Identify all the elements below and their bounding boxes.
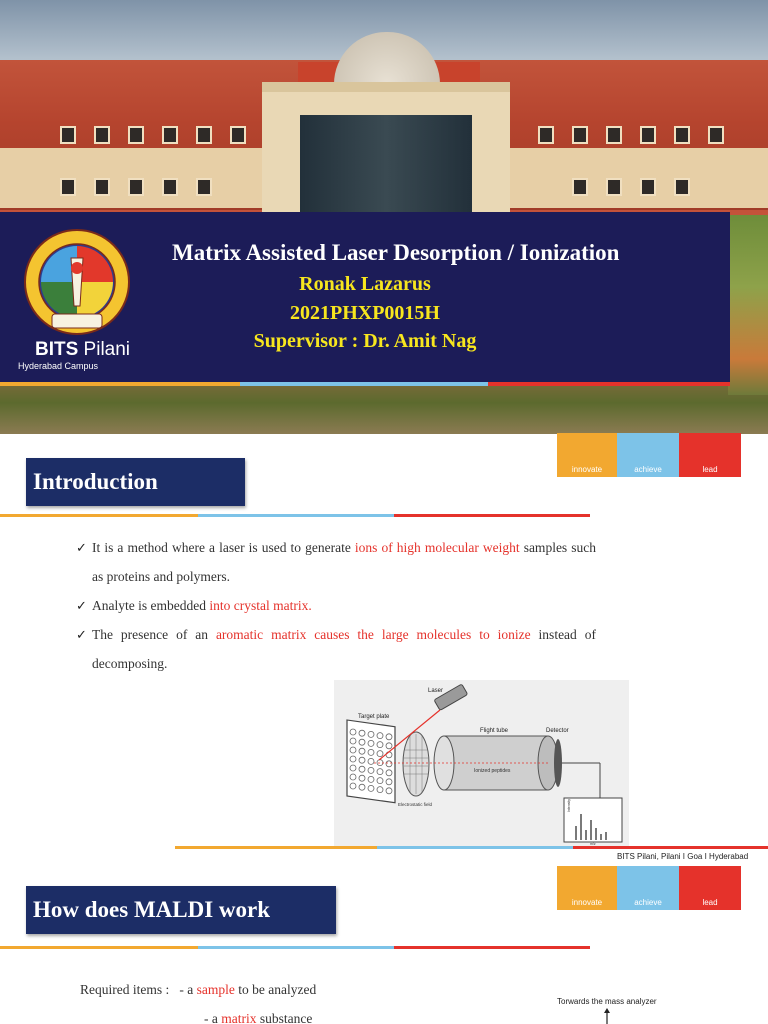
laser-label: Laser	[428, 688, 444, 694]
campus-label: Hyderabad Campus	[18, 361, 99, 371]
slide-bottom-divider	[175, 846, 768, 849]
bullet-item: ✓ The presence of an aromatic matrix causes the large molecules to ionize instead of decomposing.	[76, 620, 596, 678]
innovate-achieve-lead-badge: innovate achieve lead	[557, 433, 741, 477]
arrow-up-icon	[603, 1008, 611, 1024]
ionized-peptides-label: Ionized peptides	[474, 768, 511, 774]
bits-brand: BITS Pilani	[35, 339, 131, 360]
student-id: 2021PHXP0015H	[290, 302, 440, 324]
introduction-heading: Introduction	[26, 458, 245, 506]
intensity-label: Intensity	[567, 798, 571, 812]
innovate-achieve-lead-badge: innovate achieve lead	[557, 866, 741, 910]
bullet-item: ✓ Analyte is embedded into crystal matrix.	[76, 591, 596, 620]
section-divider	[0, 514, 590, 517]
checkmark-icon: ✓	[76, 627, 87, 642]
author-name: Ronak Lazarus	[299, 273, 431, 295]
foliage-strip	[0, 382, 768, 434]
mz-label: m/z	[590, 842, 596, 846]
detector-label: Detector	[546, 728, 569, 734]
required-item-matrix: - a matrix substance	[204, 1011, 313, 1024]
electrostatic-field-label: Electrostatic field	[398, 802, 433, 807]
bits-logo	[22, 228, 132, 336]
title-slide	[0, 0, 768, 434]
target-plate-label: Target plate	[358, 714, 390, 720]
flight-tube-label: Flight tube	[480, 728, 509, 734]
section-divider	[0, 946, 590, 949]
bullet-item: ✓ It is a method where a laser is used to generate ions of high molecular weight samples such as proteins and polymers.	[76, 533, 596, 591]
intro-bullet-list	[76, 533, 596, 678]
supervisor-line: Supervisor : Dr. Amit Nag	[253, 330, 477, 352]
maldi-tof-diagram	[334, 680, 629, 846]
how-maldi-works-heading: How does MALDI work	[26, 886, 336, 934]
checkmark-icon: ✓	[76, 540, 87, 555]
checkmark-icon: ✓	[76, 598, 87, 613]
required-items-line: Required items : - a sample to be analyzed	[80, 982, 317, 997]
bits-footer: BITS Pilani, Pilani I Goa I Hyderabad	[617, 852, 749, 861]
presentation-title: Matrix Assisted Laser Desorption / Ionization	[172, 240, 620, 265]
mass-analyzer-caption: Torwards the mass analyzer	[557, 997, 657, 1006]
